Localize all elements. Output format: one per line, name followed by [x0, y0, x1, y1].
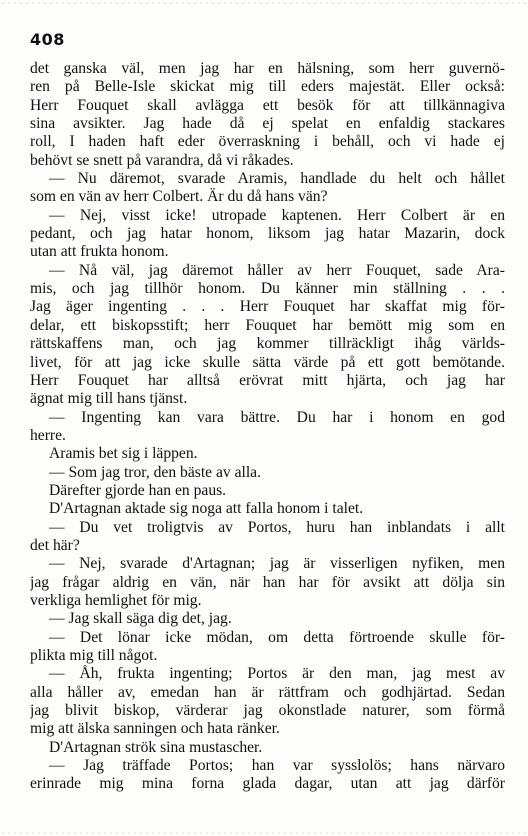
text-line: som en vän av herr Colbert. Är du då hans vän?	[30, 188, 328, 206]
text-line: Därefter gjorde han en paus.	[49, 481, 227, 499]
text-line: erinrade mig mina forna glada dagar, utan att jag därför	[30, 775, 505, 793]
text-line: utan att frukta honom.	[30, 243, 169, 261]
text-line: mig att älska sanningen och hata ränker.	[30, 720, 280, 738]
text-line: D'Artagnan strök sina mustascher.	[49, 738, 263, 756]
text-line: jag blivit biskop, värderar jag okonstlade naturer, som förmå	[30, 702, 505, 720]
text-line: — Som jag tror, den bäste av alla.	[49, 463, 262, 481]
body-text	[30, 60, 505, 794]
text-line: — Åh, frukta ingenting; Portos är den man, jag mest av	[49, 665, 505, 683]
text-line: sina avsikter. Jag hade då ej spelat en enfaldig stackares	[30, 115, 505, 133]
text-line: — Nå väl, jag däremot håller av herr Fouquet, sade Ara-	[49, 261, 505, 279]
text-line: — Nej, visst icke! utropade kaptenen. Herr Colbert är en	[49, 206, 505, 224]
text-line: livet, för att jag icke skulle sätta värde på ett gott bemötande.	[30, 353, 505, 371]
text-line: ägnat mig till hans tjänst.	[30, 390, 188, 408]
text-line: Herr Fouquet har alltså erövrat mitt hjärta, och jag har	[30, 371, 505, 389]
text-line: det ganska väl, men jag har en hälsning, som herr guvernö-	[30, 60, 505, 77]
page-number: 408	[30, 30, 65, 49]
text-line: — Nej, svarade d'Artagnan; jag är visserligen nyfiken, men	[49, 555, 505, 573]
text-line: roll, I haden haft eder överraskning i behåll, och vi hade ej	[30, 133, 505, 151]
text-line: — Jag träffade Portos; han var sysslolös; hans närvaro	[49, 757, 505, 775]
text-line: jag frågar aldrig en vän, när han har för avsikt att dölja sin	[30, 573, 505, 591]
text-line: ren på Belle-Isle skickat mig till eders majestät. Eller också:	[30, 78, 505, 96]
text-line: alla håller av, emedan han är rättfram och godhjärtad. Sedan	[30, 683, 505, 701]
text-line: delar, ett biskopsstift; herr Fouquet har bemött mig som en	[30, 316, 505, 334]
top-edge-dots	[0, 2, 528, 4]
text-line: plikta mig till något.	[30, 647, 158, 664]
text-line: verkliga hemlighet för mig.	[30, 591, 202, 609]
text-line: Aramis bet sig i läppen.	[49, 445, 198, 463]
text-line: herre.	[30, 426, 66, 444]
text-line: Jag äger ingenting . . . Herr Fouquet har skaffat mig för-	[30, 298, 505, 316]
text-line: rättskaffens man, och jag kommer tillräckligt ihåg världs-	[30, 335, 505, 353]
text-line: behövt se snett på varandra, då vi råkades.	[30, 151, 294, 169]
text-line: pedant, och jag hatar honom, liksom jag hatar Mazarin, dock	[30, 225, 505, 243]
text-line: D'Artagnan aktade sig noga att falla honom i talet.	[49, 500, 364, 518]
bottom-edge-dots	[0, 832, 528, 834]
text-line: — Det lönar icke mödan, om detta förtroende skulle för-	[49, 628, 505, 646]
text-line: det här?	[30, 536, 80, 554]
text-line: Herr Fouquet skall avlägga ett besök för att tillkännagiva	[30, 96, 505, 114]
text-line: — Jag skall säga dig det, jag.	[49, 610, 232, 628]
text-line: — Ingenting kan vara bättre. Du har i honom en god	[49, 408, 505, 426]
text-line: mis, och jag tillhör honom. Du känner min ställning . . .	[30, 280, 505, 298]
text-line: — Du vet troligtvis av Portos, huru han inblandats i allt	[49, 518, 505, 536]
text-line: — Nu däremot, svarade Aramis, handlade du helt och hållet	[49, 170, 505, 188]
